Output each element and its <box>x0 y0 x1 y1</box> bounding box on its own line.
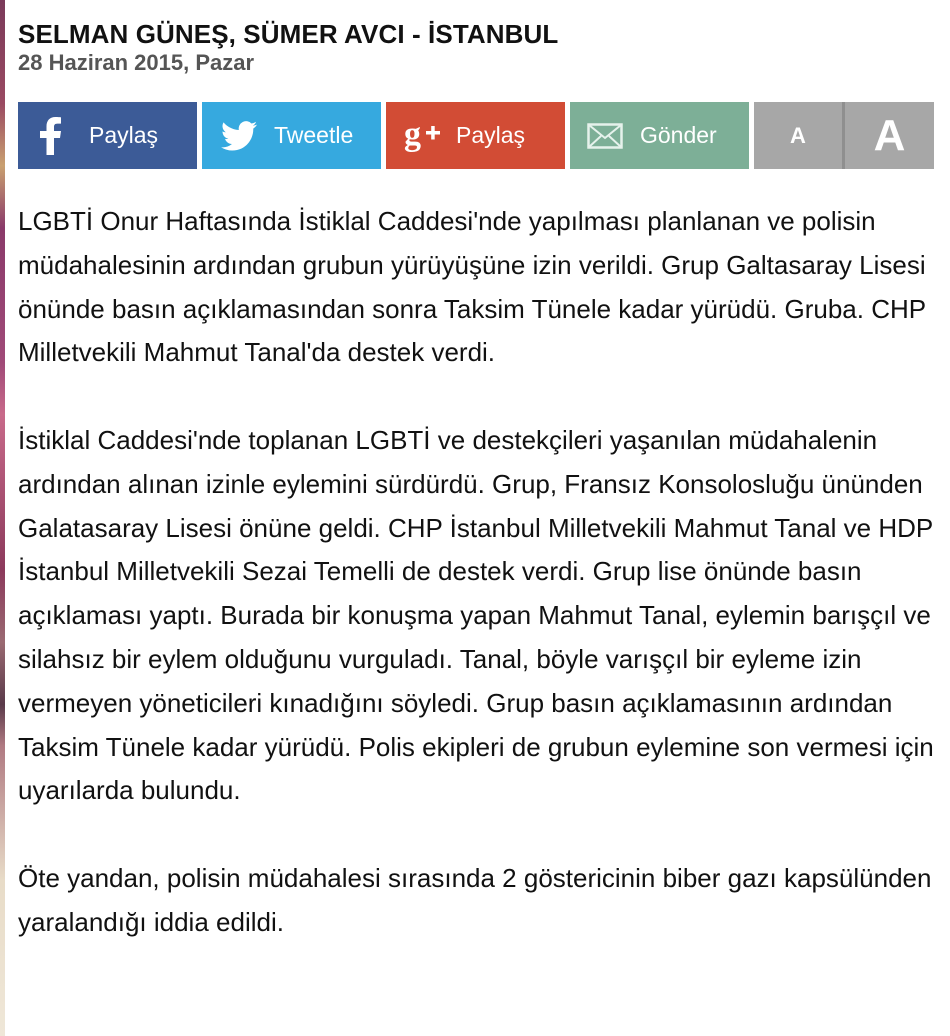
twitter-tweet-label: Tweetle <box>274 122 354 148</box>
font-size-increase-button[interactable]: A <box>845 102 934 169</box>
googleplus-share-button[interactable] <box>386 102 565 169</box>
twitter-tweet-button[interactable] <box>202 102 381 169</box>
article <box>18 0 950 937</box>
email-send-label: Gönder <box>640 122 717 148</box>
left-edge-decoration <box>0 0 5 1036</box>
article-paragraph: LGBTİ Onur Haftasında İstiklal Caddesi'nde yapılması planlanan ve polisin müdahalesinin ardından grubun yürüyüşüne izin verildi. Grup Galtasaray Lisesi önünde basın açıklamasından sonra Taksim Tünele kadar yürüdü. Gruba. CHP Milletvekili Mahmut Tanal'da destek verdi. <box>18 206 926 368</box>
font-size-decrease-button[interactable]: A <box>754 102 842 169</box>
share-bar <box>18 102 934 169</box>
twitter-bird-icon <box>220 121 258 151</box>
envelope-icon <box>586 123 624 149</box>
svg-text:g: g <box>404 117 421 153</box>
googleplus-share-label: Paylaş <box>456 122 526 148</box>
article-body <box>18 200 950 988</box>
article-date: 28 Haziran 2015, Pazar <box>18 50 255 75</box>
google-plus-icon <box>404 118 444 154</box>
facebook-share-button[interactable] <box>18 102 197 169</box>
facebook-share-label: Paylaş <box>89 122 159 148</box>
email-send-button[interactable] <box>570 102 749 169</box>
article-paragraph: Öte yandan, polisin müdahalesi sırasında 2 göstericinin biber gazı kapsülünden yaralandığı iddia edildi. <box>18 862 932 937</box>
article-paragraph: İstiklal Caddesi'nde toplanan LGBTİ ve destekçileri yaşanılan müdahalenin ardından alınan izinle eylemini sürdürdü. Grup, Fransız Konsolosluğu ününden Galatasaray Lisesi önüne geldi. CHP İstanbul Milletvekili Mahmut Tanal ve HDP İstanbul Milletvekili Sezai Temelli de destek verdi. Grup lise önünde basın açıklaması yaptı. Burada bir konuşma yapan Mahmut Tanal, eylemin barışçıl ve silahsız bir eylem olduğunu vurguladı. Tanal, böyle varışçıl bir eyleme izin vermeyen yöneticileri kınadığını söyledi. Grup basın açıklamasının ardından Taksim Tünele kadar yürüdü. Polis ekipleri de grubun eylemine son vermesi için uyarılarda bulundu. <box>18 424 934 806</box>
facebook-icon <box>38 117 64 155</box>
article-byline: SELMAN GÜNEŞ, SÜMER AVCI - İSTANBUL <box>18 19 559 49</box>
